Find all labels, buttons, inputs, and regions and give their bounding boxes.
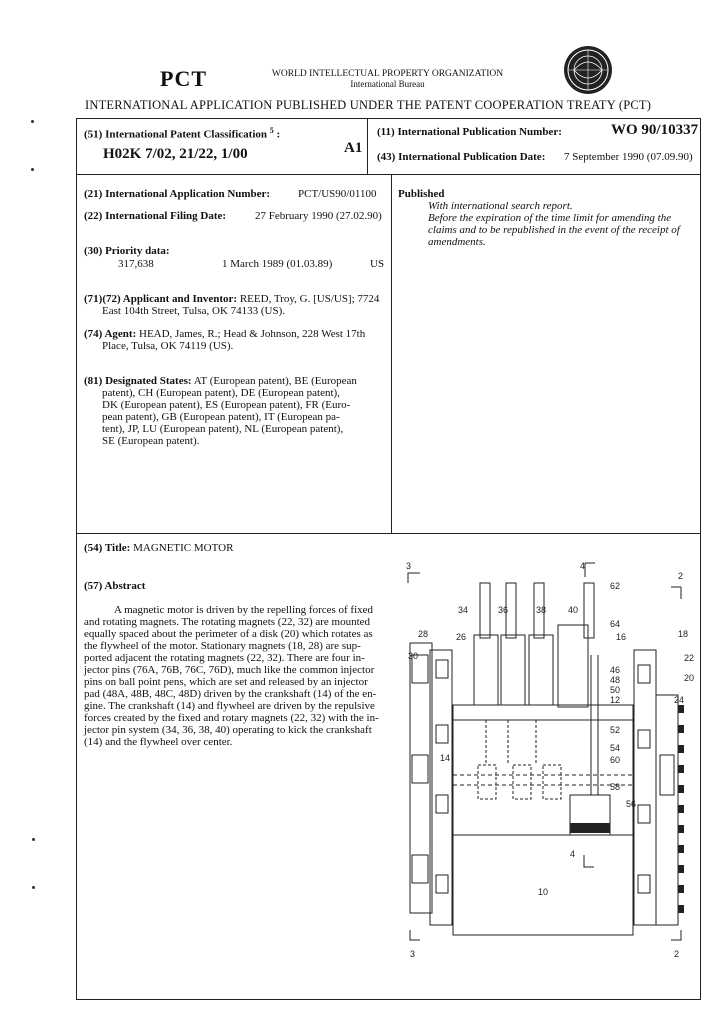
- margin-mark: [31, 120, 34, 123]
- organization-name: [265, 69, 510, 89]
- priority-number: 317,638: [118, 258, 154, 270]
- pubnum-value: WO 90/10337: [611, 122, 699, 138]
- wipo-seal-icon: [562, 44, 614, 96]
- ref-label: 56: [626, 799, 637, 809]
- ref-label: 40: [568, 605, 579, 615]
- ref-label: 22: [684, 653, 695, 663]
- divider: [76, 174, 701, 175]
- patent-drawing: [398, 555, 698, 975]
- pubdate-value: 7 September 1990 (07.09.90): [564, 151, 693, 163]
- ref-label: 52: [610, 725, 621, 735]
- ref-label: 34: [458, 605, 469, 615]
- pubdate-label: (43) International Publication Date:: [377, 151, 546, 163]
- ref-label: 50: [610, 685, 621, 695]
- ref-label: 62: [610, 581, 621, 591]
- filing-label: (22) International Filing Date:: [84, 210, 227, 222]
- filing-value: 27 February 1990 (27.02.90): [255, 210, 382, 222]
- agent-block: (74) Agent: HEAD, James, R.; Head & Johnson, 228 West 17th Place, Tulsa, OK 74119 (US).: [84, 328, 366, 352]
- banner-title: INTERNATIONAL APPLICATION PUBLISHED UNDER THE PATENT COOPERATION TREATY (PCT): [85, 98, 652, 112]
- ref-label: 60: [610, 755, 621, 765]
- ref-label: 48: [610, 675, 621, 685]
- ref-label: 14: [440, 753, 451, 763]
- margin-mark: [32, 886, 35, 889]
- org-title: WORLD INTELLECTUAL PROPERTY ORGANIZATION: [271, 69, 504, 79]
- divider: [76, 533, 701, 534]
- ref-label: 46: [610, 665, 621, 675]
- bureau-name: International Bureau: [350, 79, 425, 89]
- ref-label: 3: [410, 949, 416, 959]
- ref-label: 16: [616, 632, 627, 642]
- appnum-value: PCT/US90/01100: [298, 188, 377, 200]
- divider: [367, 118, 368, 174]
- title-line: (54) Title: MAGNETIC MOTOR: [84, 542, 234, 554]
- applicant-block: (71)(72) Applicant and Inventor: REED, Troy, G. [US/US]; 7724 East 104th Street, Tulsa, OK 74133 (US).: [84, 293, 380, 317]
- ref-label: 30: [408, 651, 419, 661]
- ref-label: 58: [610, 782, 621, 792]
- ref-label: 28: [418, 629, 429, 639]
- priority-date: 1 March 1989 (01.03.89): [222, 258, 333, 270]
- gear-teeth-right: [570, 705, 684, 913]
- ref-label: 64: [610, 619, 621, 629]
- ref-label: 24: [674, 695, 685, 705]
- ref-label: 54: [610, 743, 621, 753]
- ipc-label: (51) International Patent Classification $^5$ :: [84, 126, 281, 141]
- pct-heading: PCT: [160, 66, 207, 91]
- divider: [391, 174, 392, 533]
- published-notes: With international search report. Before the expiration of the time limit for amending the claims and to be republished in the event of the receipt of amendments.: [428, 200, 680, 248]
- pubnum-label: (11) International Publication Number:: [377, 126, 562, 138]
- designated-states-block: (81) Designated States: AT (European patent), BE (European patent), CH (European patent), DE (European patent), DK (European patent), ES (European patent), FR (Euro- pean patent), GB (European patent), IT (European pa- tent), JP, LU (European patent), NL (European patent), SE (European patent).: [84, 375, 357, 447]
- ref-label: 4: [570, 849, 576, 859]
- ref-label: 18: [678, 629, 689, 639]
- abstract-text: A magnetic motor is driven by the repelling forces of fixed and rotating magnets. The rotating magnets (22, 32) are mounted equally spaced about the perimeter of a disk (20) which rotates as the flywheel of the motor. Stationary magnets (18, 28) are sup- ported adjacent the rotating magnets (22, 32). There are four in- jector pins (76A, 76B, 76C, 76D), much like the common injector pins on ball point pens, which are set and released by an injector pad (48A, 48B, 48C, 48D) driven by the crankshaft (14) of the en- gine. The crankshaft (14) and flywheel are driven by the repulsive forces created by the fixed and rotary magnets (22, 32) with the in- jector pin system (34, 36, 38, 40) operating to kick the crankshaft (14) and the flywheel over center.: [84, 604, 379, 748]
- ref-label: 4: [580, 561, 586, 571]
- priority-country: US: [370, 258, 385, 270]
- abstract-label: (57) Abstract: [84, 580, 146, 592]
- ref-label: 36: [498, 605, 509, 615]
- margin-mark: [31, 168, 34, 171]
- ref-label: 2: [678, 571, 684, 581]
- ref-label: 12: [610, 695, 621, 705]
- ref-label: 20: [684, 673, 695, 683]
- ref-label: 3: [406, 561, 412, 571]
- kind-code: A1: [344, 140, 363, 156]
- published-label: Published: [398, 188, 445, 200]
- ref-label: 10: [538, 887, 549, 897]
- appnum-label: (21) International Application Number:: [84, 188, 271, 200]
- ref-label: 26: [456, 632, 467, 642]
- ipc-value: H02K 7/02, 21/22, 1/00: [103, 146, 248, 162]
- margin-mark: [32, 838, 35, 841]
- priority-label: (30) Priority data:: [84, 245, 170, 257]
- ref-label: 38: [536, 605, 547, 615]
- ref-label: 2: [674, 949, 680, 959]
